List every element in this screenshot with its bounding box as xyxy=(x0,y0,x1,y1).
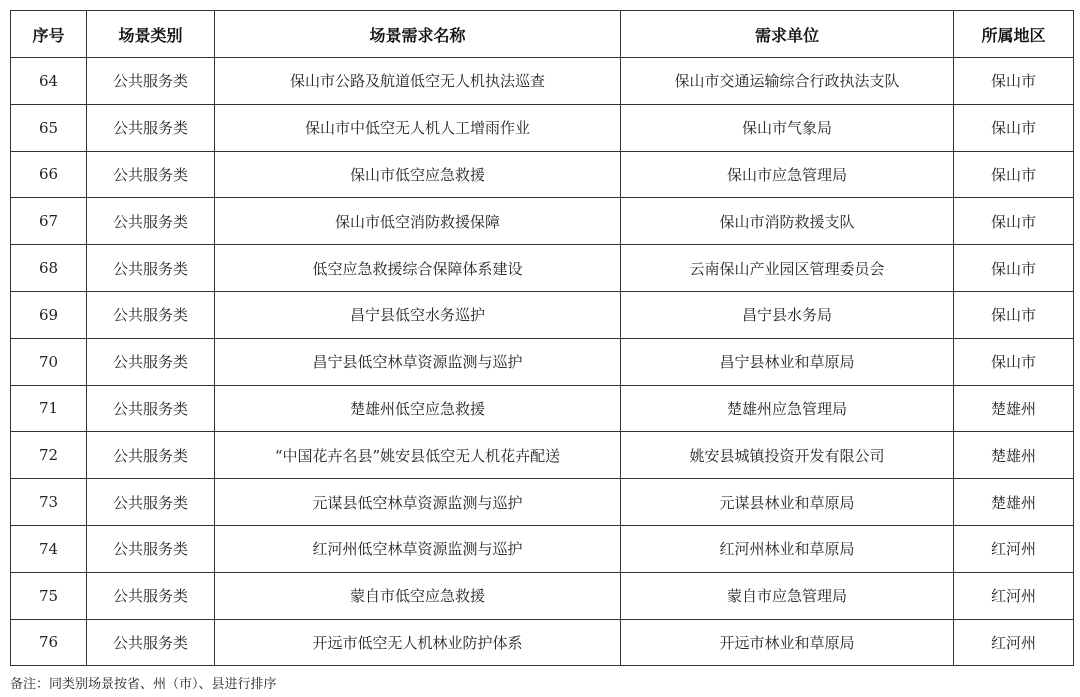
region-cell: 红河州 xyxy=(954,572,1074,619)
scenario-name-cell: 低空应急救援综合保障体系建设 xyxy=(215,245,621,292)
scenario-name-cell: 红河州低空林草资源监测与巡护 xyxy=(215,525,621,572)
table-body xyxy=(11,58,1074,666)
region-cell: 保山市 xyxy=(954,151,1074,198)
row-number-cell: 65 xyxy=(11,104,87,151)
table-row xyxy=(11,385,1074,432)
requesting-unit-cell: 保山市应急管理局 xyxy=(621,151,954,198)
category-cell: 公共服务类 xyxy=(87,572,215,619)
table-row xyxy=(11,338,1074,385)
region-cell: 保山市 xyxy=(954,58,1074,105)
scenario-name-cell: 楚雄州低空应急救援 xyxy=(215,385,621,432)
requesting-unit-cell: 保山市消防救援支队 xyxy=(621,198,954,245)
region-cell: 红河州 xyxy=(954,525,1074,572)
region-cell: 楚雄州 xyxy=(954,385,1074,432)
scenario-name-cell: 保山市中低空无人机人工增雨作业 xyxy=(215,104,621,151)
category-cell: 公共服务类 xyxy=(87,104,215,151)
scenario-table xyxy=(10,10,1074,666)
row-number-cell: 74 xyxy=(11,525,87,572)
requesting-unit-cell: 姚安县城镇投资开发有限公司 xyxy=(621,432,954,479)
table-row xyxy=(11,198,1074,245)
scenario-name-cell: 开远市低空无人机林业防护体系 xyxy=(215,619,621,666)
requesting-unit-cell: 开远市林业和草原局 xyxy=(621,619,954,666)
header-unit: 需求单位 xyxy=(621,11,954,58)
requesting-unit-cell: 保山市交通运输综合行政执法支队 xyxy=(621,58,954,105)
category-cell: 公共服务类 xyxy=(87,58,215,105)
region-cell: 楚雄州 xyxy=(954,432,1074,479)
table-header xyxy=(11,11,1074,58)
scenario-name-cell: 保山市低空应急救援 xyxy=(215,151,621,198)
category-cell: 公共服务类 xyxy=(87,245,215,292)
footnote: 备注：同类别场景按省、州（市）、县进行排序 xyxy=(10,677,277,692)
row-number-cell: 72 xyxy=(11,432,87,479)
row-number-cell: 75 xyxy=(11,572,87,619)
table-row xyxy=(11,525,1074,572)
row-number-cell: 66 xyxy=(11,151,87,198)
scenario-name-cell: 保山市公路及航道低空无人机执法巡查 xyxy=(215,58,621,105)
scenario-table-container xyxy=(10,10,1073,666)
region-cell: 保山市 xyxy=(954,338,1074,385)
table-row xyxy=(11,572,1074,619)
header-category: 场景类别 xyxy=(87,11,215,58)
header-row xyxy=(11,11,1074,58)
requesting-unit-cell: 楚雄州应急管理局 xyxy=(621,385,954,432)
requesting-unit-cell: 红河州林业和草原局 xyxy=(621,525,954,572)
scenario-name-cell: 元谋县低空林草资源监测与巡护 xyxy=(215,479,621,526)
category-cell: 公共服务类 xyxy=(87,338,215,385)
row-number-cell: 71 xyxy=(11,385,87,432)
region-cell: 保山市 xyxy=(954,245,1074,292)
requesting-unit-cell: 元谋县林业和草原局 xyxy=(621,479,954,526)
table-row xyxy=(11,619,1074,666)
requesting-unit-cell: 蒙自市应急管理局 xyxy=(621,572,954,619)
category-cell: 公共服务类 xyxy=(87,151,215,198)
row-number-cell: 70 xyxy=(11,338,87,385)
row-number-cell: 68 xyxy=(11,245,87,292)
category-cell: 公共服务类 xyxy=(87,198,215,245)
category-cell: 公共服务类 xyxy=(87,432,215,479)
scenario-name-cell: “中国花卉名县”姚安县低空无人机花卉配送 xyxy=(215,432,621,479)
region-cell: 红河州 xyxy=(954,619,1074,666)
requesting-unit-cell: 昌宁县林业和草原局 xyxy=(621,338,954,385)
header-region: 所属地区 xyxy=(954,11,1074,58)
scenario-name-cell: 保山市低空消防救援保障 xyxy=(215,198,621,245)
row-number-cell: 64 xyxy=(11,58,87,105)
row-number-cell: 67 xyxy=(11,198,87,245)
category-cell: 公共服务类 xyxy=(87,479,215,526)
category-cell: 公共服务类 xyxy=(87,291,215,338)
header-name: 场景需求名称 xyxy=(215,11,621,58)
requesting-unit-cell: 保山市气象局 xyxy=(621,104,954,151)
category-cell: 公共服务类 xyxy=(87,525,215,572)
scenario-name-cell: 昌宁县低空林草资源监测与巡护 xyxy=(215,338,621,385)
requesting-unit-cell: 昌宁县水务局 xyxy=(621,291,954,338)
table-row xyxy=(11,104,1074,151)
row-number-cell: 69 xyxy=(11,291,87,338)
region-cell: 保山市 xyxy=(954,198,1074,245)
scenario-name-cell: 蒙自市低空应急救援 xyxy=(215,572,621,619)
region-cell: 保山市 xyxy=(954,104,1074,151)
region-cell: 楚雄州 xyxy=(954,479,1074,526)
requesting-unit-cell: 云南保山产业园区管理委员会 xyxy=(621,245,954,292)
header-no: 序号 xyxy=(11,11,87,58)
table-row xyxy=(11,432,1074,479)
table-row xyxy=(11,151,1074,198)
table-row xyxy=(11,291,1074,338)
table-row xyxy=(11,58,1074,105)
category-cell: 公共服务类 xyxy=(87,619,215,666)
row-number-cell: 73 xyxy=(11,479,87,526)
row-number-cell: 76 xyxy=(11,619,87,666)
table-row xyxy=(11,245,1074,292)
category-cell: 公共服务类 xyxy=(87,385,215,432)
table-row xyxy=(11,479,1074,526)
scenario-name-cell: 昌宁县低空水务巡护 xyxy=(215,291,621,338)
region-cell: 保山市 xyxy=(954,291,1074,338)
